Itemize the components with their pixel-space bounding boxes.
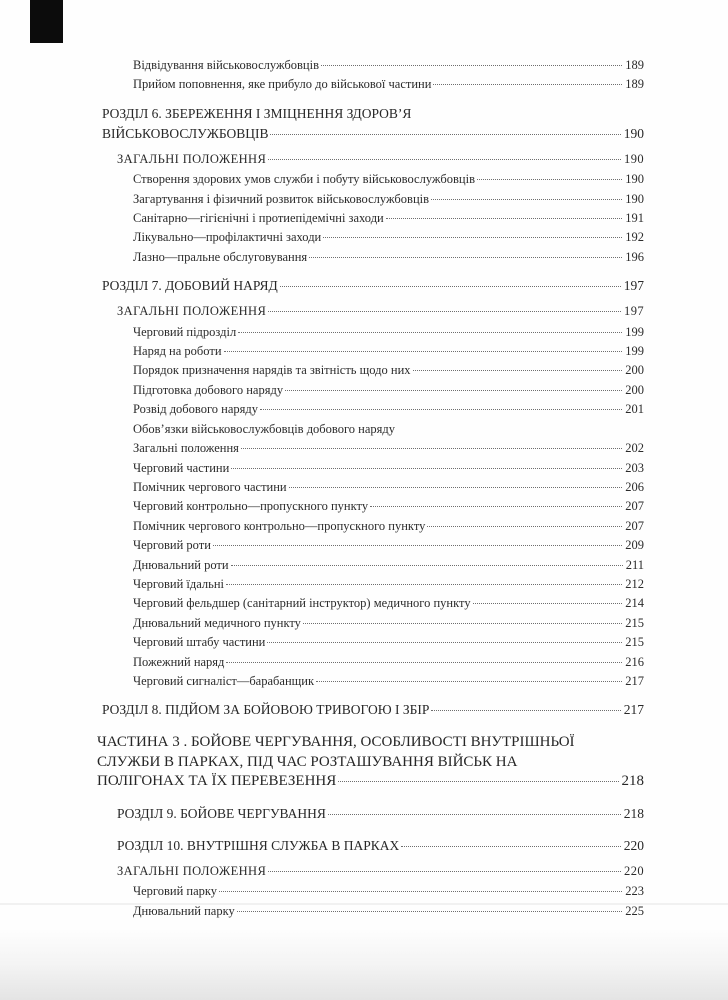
- toc-entry-row: [133, 170, 644, 189]
- toc-entry-label: Лікувально—профілактичні заходи: [133, 230, 322, 245]
- toc-page-number: 218: [621, 773, 644, 790]
- toc-entry-label: ВІЙСЬКОВОСЛУЖБОВЦІВ: [102, 125, 269, 141]
- toc-entry: [97, 614, 644, 633]
- toc-entry-label: ЗАГАЛЬНІ ПОЛОЖЕННЯ: [117, 151, 267, 166]
- toc-entry-row: [133, 614, 644, 633]
- toc-entry-wrap-line: ЧАСТИНА 3 . БОЙОВЕ ЧЕРГУВАННЯ, ОСОБЛИВОСТІ ВНУТРІШНЬОЇ: [97, 734, 575, 751]
- toc-entry: [97, 497, 644, 516]
- toc-page-number: 192: [625, 230, 644, 245]
- toc-entry-label: Лазно—пральне обслуговування: [133, 249, 308, 264]
- toc-page-number: 203: [625, 460, 644, 475]
- dot-leader: [224, 351, 623, 352]
- dot-leader: [289, 487, 623, 488]
- toc-entry-wrap-line: Обов’язки військовослужбовців добового наряду: [133, 421, 396, 436]
- dot-leader: [237, 911, 623, 912]
- toc-page-number: 202: [625, 441, 644, 456]
- toc-entry: [97, 190, 644, 209]
- toc-entry-label: Днювальний парку: [133, 903, 235, 918]
- toc-entry: [97, 381, 644, 400]
- dot-leader: [270, 134, 620, 135]
- dot-leader: [473, 603, 623, 604]
- toc-entry-label: ЗАГАЛЬНІ ПОЛОЖЕННЯ: [117, 863, 267, 878]
- toc-page-number: 212: [625, 576, 644, 591]
- page-edge-line: [0, 903, 728, 905]
- toc-entry-row: [133, 342, 644, 361]
- dot-leader: [370, 506, 622, 507]
- dot-leader: [267, 642, 622, 643]
- toc-entry-label: Черговий парку: [133, 884, 218, 899]
- toc-entry-row: [133, 400, 644, 419]
- toc-entry: [97, 517, 644, 536]
- toc-page-number: 190: [623, 125, 644, 141]
- dot-leader: [268, 311, 621, 312]
- toc-entry: [97, 478, 644, 497]
- toc-entry-row: [133, 439, 644, 458]
- toc-entry: [97, 733, 644, 792]
- toc-page-number: 190: [625, 172, 644, 187]
- toc-entry-row: [133, 633, 644, 652]
- toc-entry-label: Черговий частини: [133, 460, 230, 475]
- toc-entry: [97, 633, 644, 652]
- toc-entry-row: [133, 190, 644, 209]
- toc-entry-label: Санітарно—гігієнічні і протиепідемічні заходи: [133, 211, 384, 226]
- toc-entry: [97, 653, 644, 672]
- toc-entry-label: Відвідування військовослужбовців: [133, 58, 319, 72]
- toc-entry-row: [117, 862, 644, 881]
- toc-entry: [97, 342, 644, 361]
- toc-entry-label: Підготовка добового наряду: [133, 382, 284, 397]
- toc-entry-label: Помічник чергового контрольно—пропускного пункту: [133, 518, 426, 533]
- dot-leader: [401, 846, 621, 847]
- toc-entry: [97, 536, 644, 555]
- toc-page-number: 190: [625, 191, 644, 206]
- toc-entry-label: Черговий їдальні: [133, 576, 224, 591]
- dot-leader: [268, 871, 621, 872]
- dot-leader: [280, 286, 621, 287]
- dot-leader: [285, 390, 622, 391]
- toc-entry-row: [133, 75, 644, 94]
- toc-entry-label: Наряд на роботи: [133, 344, 222, 359]
- toc-entry-row: [133, 459, 644, 478]
- dot-leader: [413, 370, 623, 371]
- toc-page-number: 223: [625, 884, 644, 899]
- toc-entry-label: Загартування і фізичний розвиток військовослужбовців: [133, 191, 430, 206]
- toc-entry: [97, 836, 644, 856]
- toc-entry-label: РОЗДІЛ 10. ВНУТРІШНЯ СЛУЖБА В ПАРКАХ: [117, 837, 400, 853]
- dot-leader: [321, 65, 622, 66]
- dot-leader: [431, 199, 622, 200]
- toc-page-number: 217: [623, 702, 644, 718]
- dot-leader: [241, 448, 622, 449]
- toc-entry-row: [97, 772, 644, 792]
- toc-entry-label: Помічник чергового частини: [133, 479, 287, 494]
- toc-entry: [97, 323, 644, 342]
- toc-entry-row: [133, 653, 644, 672]
- toc-entry-label: Розвід добового наряду: [133, 402, 259, 417]
- toc-entry-label: ЗАГАЛЬНІ ПОЛОЖЕННЯ: [117, 304, 267, 319]
- dot-leader: [328, 814, 621, 815]
- toc-entry-row: [133, 536, 644, 555]
- toc-entry-label: Черговий контрольно—пропускного пункту: [133, 499, 369, 514]
- dot-leader: [238, 332, 622, 333]
- toc-entry: [97, 170, 644, 189]
- toc: [97, 56, 644, 921]
- toc-entry-label: РОЗДІЛ 9. БОЙОВЕ ЧЕРГУВАННЯ: [117, 805, 326, 821]
- toc-entry-label: Пожежний наряд: [133, 654, 225, 669]
- toc-entry-row: [133, 361, 644, 380]
- toc-entry-row: [133, 478, 644, 497]
- toc-page-number: 197: [624, 304, 644, 319]
- toc-entry-wrap-line: РОЗДІЛ 6. ЗБЕРЕЖЕННЯ І ЗМІЦНЕННЯ ЗДОРОВ’Я: [102, 105, 412, 121]
- toc-entry: [97, 459, 644, 478]
- toc-entry-label: Днювальний медичного пункту: [133, 615, 301, 630]
- toc-entry: [97, 56, 644, 75]
- toc-entry-label: Черговий підрозділ: [133, 324, 237, 339]
- toc-entry-row: [102, 700, 644, 720]
- toc-entry: [97, 700, 644, 720]
- toc-entry: [97, 228, 644, 247]
- toc-entry-label: Порядок призначення нарядів та звітність щодо них: [133, 363, 411, 378]
- toc-page-number: 191: [625, 211, 644, 226]
- toc-entry-label: Черговий фельдшер (санітарний інструктор) медичного пункту: [133, 596, 471, 611]
- toc-page-number: 215: [625, 635, 644, 650]
- toc-page-number: 217: [625, 673, 644, 688]
- toc-entry: [97, 804, 644, 824]
- toc-entry-row: [133, 882, 644, 901]
- toc-entry: [97, 594, 644, 613]
- dot-leader: [213, 545, 622, 546]
- toc-entry-row: [133, 323, 644, 342]
- toc-page-number: 215: [625, 615, 644, 630]
- toc-entry: [97, 400, 644, 419]
- toc-entry: [97, 556, 644, 575]
- toc-page-number: 211: [625, 557, 644, 572]
- toc-entry-row: [133, 228, 644, 247]
- scan-artifact-black-mark: [30, 0, 63, 43]
- dot-leader: [427, 526, 622, 527]
- dot-leader: [386, 218, 622, 219]
- toc-entry: [97, 420, 644, 459]
- toc-entry-row: [133, 517, 644, 536]
- toc-page-number: 189: [625, 58, 644, 72]
- toc-entry-wrap-line: СЛУЖБИ В ПАРКАХ, ПІД ЧАС РОЗТАШУВАННЯ ВІЙСЬК НА: [97, 753, 518, 770]
- toc-entry-row: [133, 381, 644, 400]
- toc-page-number: 197: [623, 278, 644, 294]
- toc-entry: [97, 150, 644, 169]
- toc-entry-row: [133, 672, 644, 691]
- toc-page-number: 209: [625, 538, 644, 553]
- dot-leader: [316, 681, 622, 682]
- toc-entry: [97, 302, 644, 321]
- toc-entry-row: [133, 556, 644, 575]
- toc-entry: [97, 862, 644, 881]
- dot-leader: [338, 781, 618, 782]
- toc-entry: [97, 75, 644, 94]
- toc-entry-row: [117, 150, 644, 169]
- toc-page-number: 200: [625, 363, 644, 378]
- toc-entry-label: Черговий роти: [133, 538, 211, 553]
- toc-entry-row: [117, 836, 644, 856]
- toc-page-number: 199: [625, 324, 644, 339]
- dot-leader: [303, 623, 622, 624]
- toc-page-number: 220: [623, 837, 644, 853]
- dot-leader: [260, 409, 622, 410]
- toc-entry-row: [133, 594, 644, 613]
- toc-entry-label: Прийом поповнення, яке прибуло до військової частини: [133, 77, 432, 92]
- toc-page-number: 196: [625, 249, 644, 264]
- dot-leader: [226, 662, 622, 663]
- dot-leader: [268, 159, 621, 160]
- dot-leader: [309, 257, 622, 258]
- toc-page-number: 218: [623, 805, 644, 821]
- toc-entry-row: [117, 302, 644, 321]
- dot-leader: [231, 565, 623, 566]
- toc-entry-label: ПОЛІГОНАХ ТА ЇХ ПЕРЕВЕЗЕННЯ: [97, 773, 337, 790]
- toc-entry-label: Загальні положення: [133, 441, 239, 456]
- toc-entry: [97, 276, 644, 296]
- toc-entry-label: Черговий сигналіст—барабанщик: [133, 673, 315, 688]
- toc-entry: [97, 104, 644, 144]
- toc-page-number: 201: [625, 402, 644, 417]
- toc-page-number: 206: [625, 479, 644, 494]
- toc-entry: [97, 209, 644, 228]
- toc-entry: [97, 361, 644, 380]
- dot-leader: [231, 468, 622, 469]
- toc-entry: [97, 672, 644, 691]
- dot-leader: [323, 237, 622, 238]
- dot-leader: [431, 710, 620, 711]
- toc-entry-row: [133, 56, 644, 75]
- toc-entry-row: [133, 209, 644, 228]
- toc-entry-label: Черговий штабу частини: [133, 635, 266, 650]
- toc-entry-label: РОЗДІЛ 8. ПІДЙОМ ЗА БОЙОВОЮ ТРИВОГОЮ І ЗБІР: [102, 702, 430, 718]
- toc-page-number: 189: [625, 77, 644, 92]
- toc-page-number: 220: [624, 863, 644, 878]
- toc-entry-row: [133, 497, 644, 516]
- toc-page-number: 207: [625, 499, 644, 514]
- toc-page-number: 190: [624, 151, 644, 166]
- toc-entry-label: Днювальний роти: [133, 557, 229, 572]
- toc-entry: [97, 882, 644, 901]
- toc-entry: [97, 248, 644, 267]
- toc-page-number: 200: [625, 382, 644, 397]
- toc-entry-row: [102, 276, 644, 296]
- toc-page-number: 225: [625, 903, 644, 918]
- toc-entry-row: [133, 248, 644, 267]
- toc-page-number: 216: [625, 654, 644, 669]
- toc-entry-row: [102, 124, 644, 144]
- toc-page-number: 207: [625, 518, 644, 533]
- toc-page-number: 214: [625, 596, 644, 611]
- toc-entry: [97, 575, 644, 594]
- dot-leader: [477, 179, 622, 180]
- toc-entry-row: [117, 804, 644, 824]
- dot-leader: [433, 84, 622, 85]
- page-bottom-shadow: [0, 928, 728, 1000]
- toc-page-number: 199: [625, 344, 644, 359]
- dot-leader: [226, 584, 622, 585]
- toc-entry-label: РОЗДІЛ 7. ДОБОВИЙ НАРЯД: [102, 278, 278, 294]
- toc-entry-row: [133, 575, 644, 594]
- toc-entry-label: Створення здорових умов служби і побуту військовослужбовців: [133, 172, 475, 187]
- dot-leader: [219, 891, 622, 892]
